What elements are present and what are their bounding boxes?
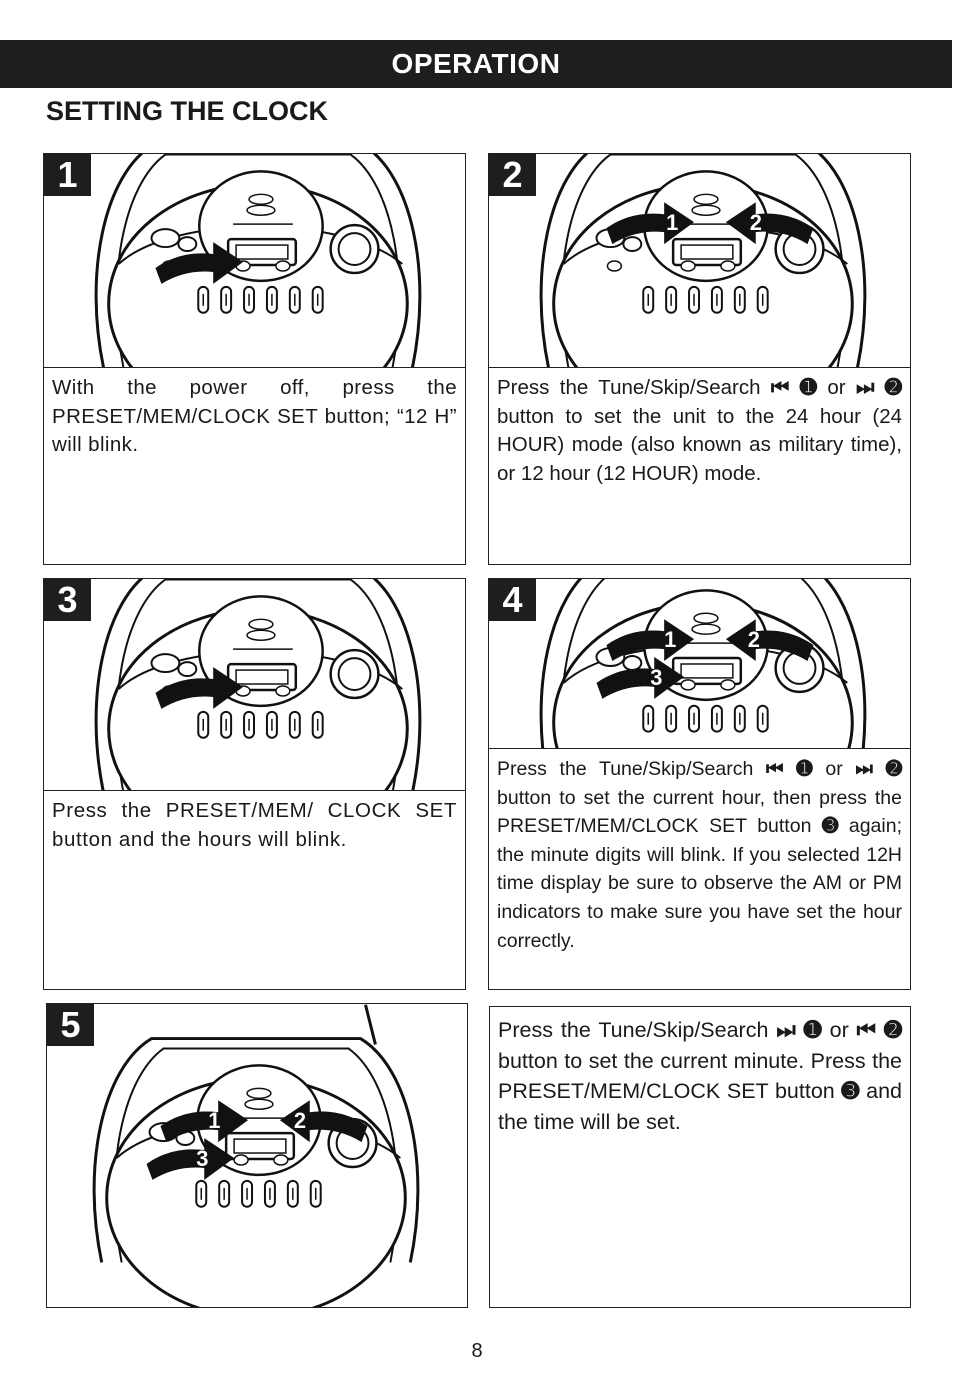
step-2-caption: Press the Tune/Skip/Search ⏮ ➊ or ⏭ ➋ button to set the unit to the 24 hour (24 HOUR) mode (also known as military time), or 12 hour (12 HOUR) mode. (489, 367, 910, 564)
callout-2-label: 2 (749, 210, 762, 236)
callout-2-label: 2 (293, 1108, 306, 1134)
circled-1-icon: ➊ (803, 1018, 822, 1042)
callout-1-label: 1 (208, 1108, 221, 1134)
page-number: 8 (471, 1340, 483, 1362)
step-5-panel (46, 1003, 468, 1308)
device-illustration-icon (489, 154, 910, 367)
step-number-badge: 1 (44, 154, 91, 196)
device-illustration-icon (44, 154, 465, 367)
device-illustration-icon (489, 579, 910, 748)
step-2-illustration (489, 154, 910, 367)
skip-forward-icon: ⏭ (855, 758, 873, 780)
step-4-caption: Press the Tune/Skip/Search ⏮ ➊ or ⏭ ➋ button to set the current hour, then press the PRESET/MEM/CLOCK SET button ➌ again; the minute digits will blink. If you selected 12H time display be sure to observe the AM or PM indicators to make sure you have set the hour correctly. (489, 748, 910, 989)
circled-2-icon: ➋ (883, 1018, 902, 1042)
step-5-illustration (47, 1004, 467, 1307)
step-number-badge: 3 (44, 579, 91, 621)
device-illustration-icon (44, 579, 465, 790)
device-illustration-icon (47, 1004, 467, 1307)
step-number-badge: 5 (47, 1004, 94, 1046)
step-number-badge: 4 (489, 579, 536, 621)
callout-2-label: 2 (747, 627, 760, 653)
circled-3-icon: ➌ (821, 815, 839, 838)
skip-forward-icon: ⏭ (855, 376, 875, 399)
step-3-illustration (44, 579, 465, 790)
callout-3-label: 3 (650, 664, 663, 690)
page-title: SETTING THE CLOCK (46, 96, 328, 126)
step-2-panel (488, 153, 911, 565)
circled-1-icon: ➊ (796, 758, 813, 780)
step-4-panel (488, 578, 911, 990)
step-1-caption: With the power off, press the PRESET/MEM/CLOCK SET button; “12 H” will blink. (44, 367, 465, 564)
circled-1-icon: ➊ (799, 376, 817, 399)
circled-3-icon: ➌ (841, 1079, 860, 1103)
skip-back-icon: ⏮ (856, 1018, 877, 1042)
skip-forward-icon: ⏭ (776, 1018, 796, 1042)
circled-2-icon: ➋ (884, 376, 902, 399)
skip-back-icon: ⏮ (770, 376, 790, 399)
callout-1-label: 1 (664, 627, 677, 653)
section-banner: OPERATION (0, 40, 952, 88)
step-3-caption: Press the PRESET/MEM/ CLOCK SET button and the hours will blink. (44, 790, 465, 989)
skip-back-icon: ⏮ (766, 758, 784, 780)
circled-2-icon: ➋ (885, 758, 903, 780)
step-1-panel (43, 153, 466, 565)
step-1-illustration (44, 154, 465, 367)
step-4-illustration (489, 579, 910, 748)
step-5-caption: Press the Tune/Skip/Search ⏭ ➊ or ⏮ ➋ button to set the current minute. Press the PRESET/MEM/CLOCK SET button ➌ and the time will be set. (489, 1006, 911, 1308)
step-3-panel (43, 578, 466, 990)
step-number-badge: 2 (489, 154, 536, 196)
callout-3-label: 3 (196, 1145, 209, 1171)
callout-1-label: 1 (666, 210, 679, 236)
